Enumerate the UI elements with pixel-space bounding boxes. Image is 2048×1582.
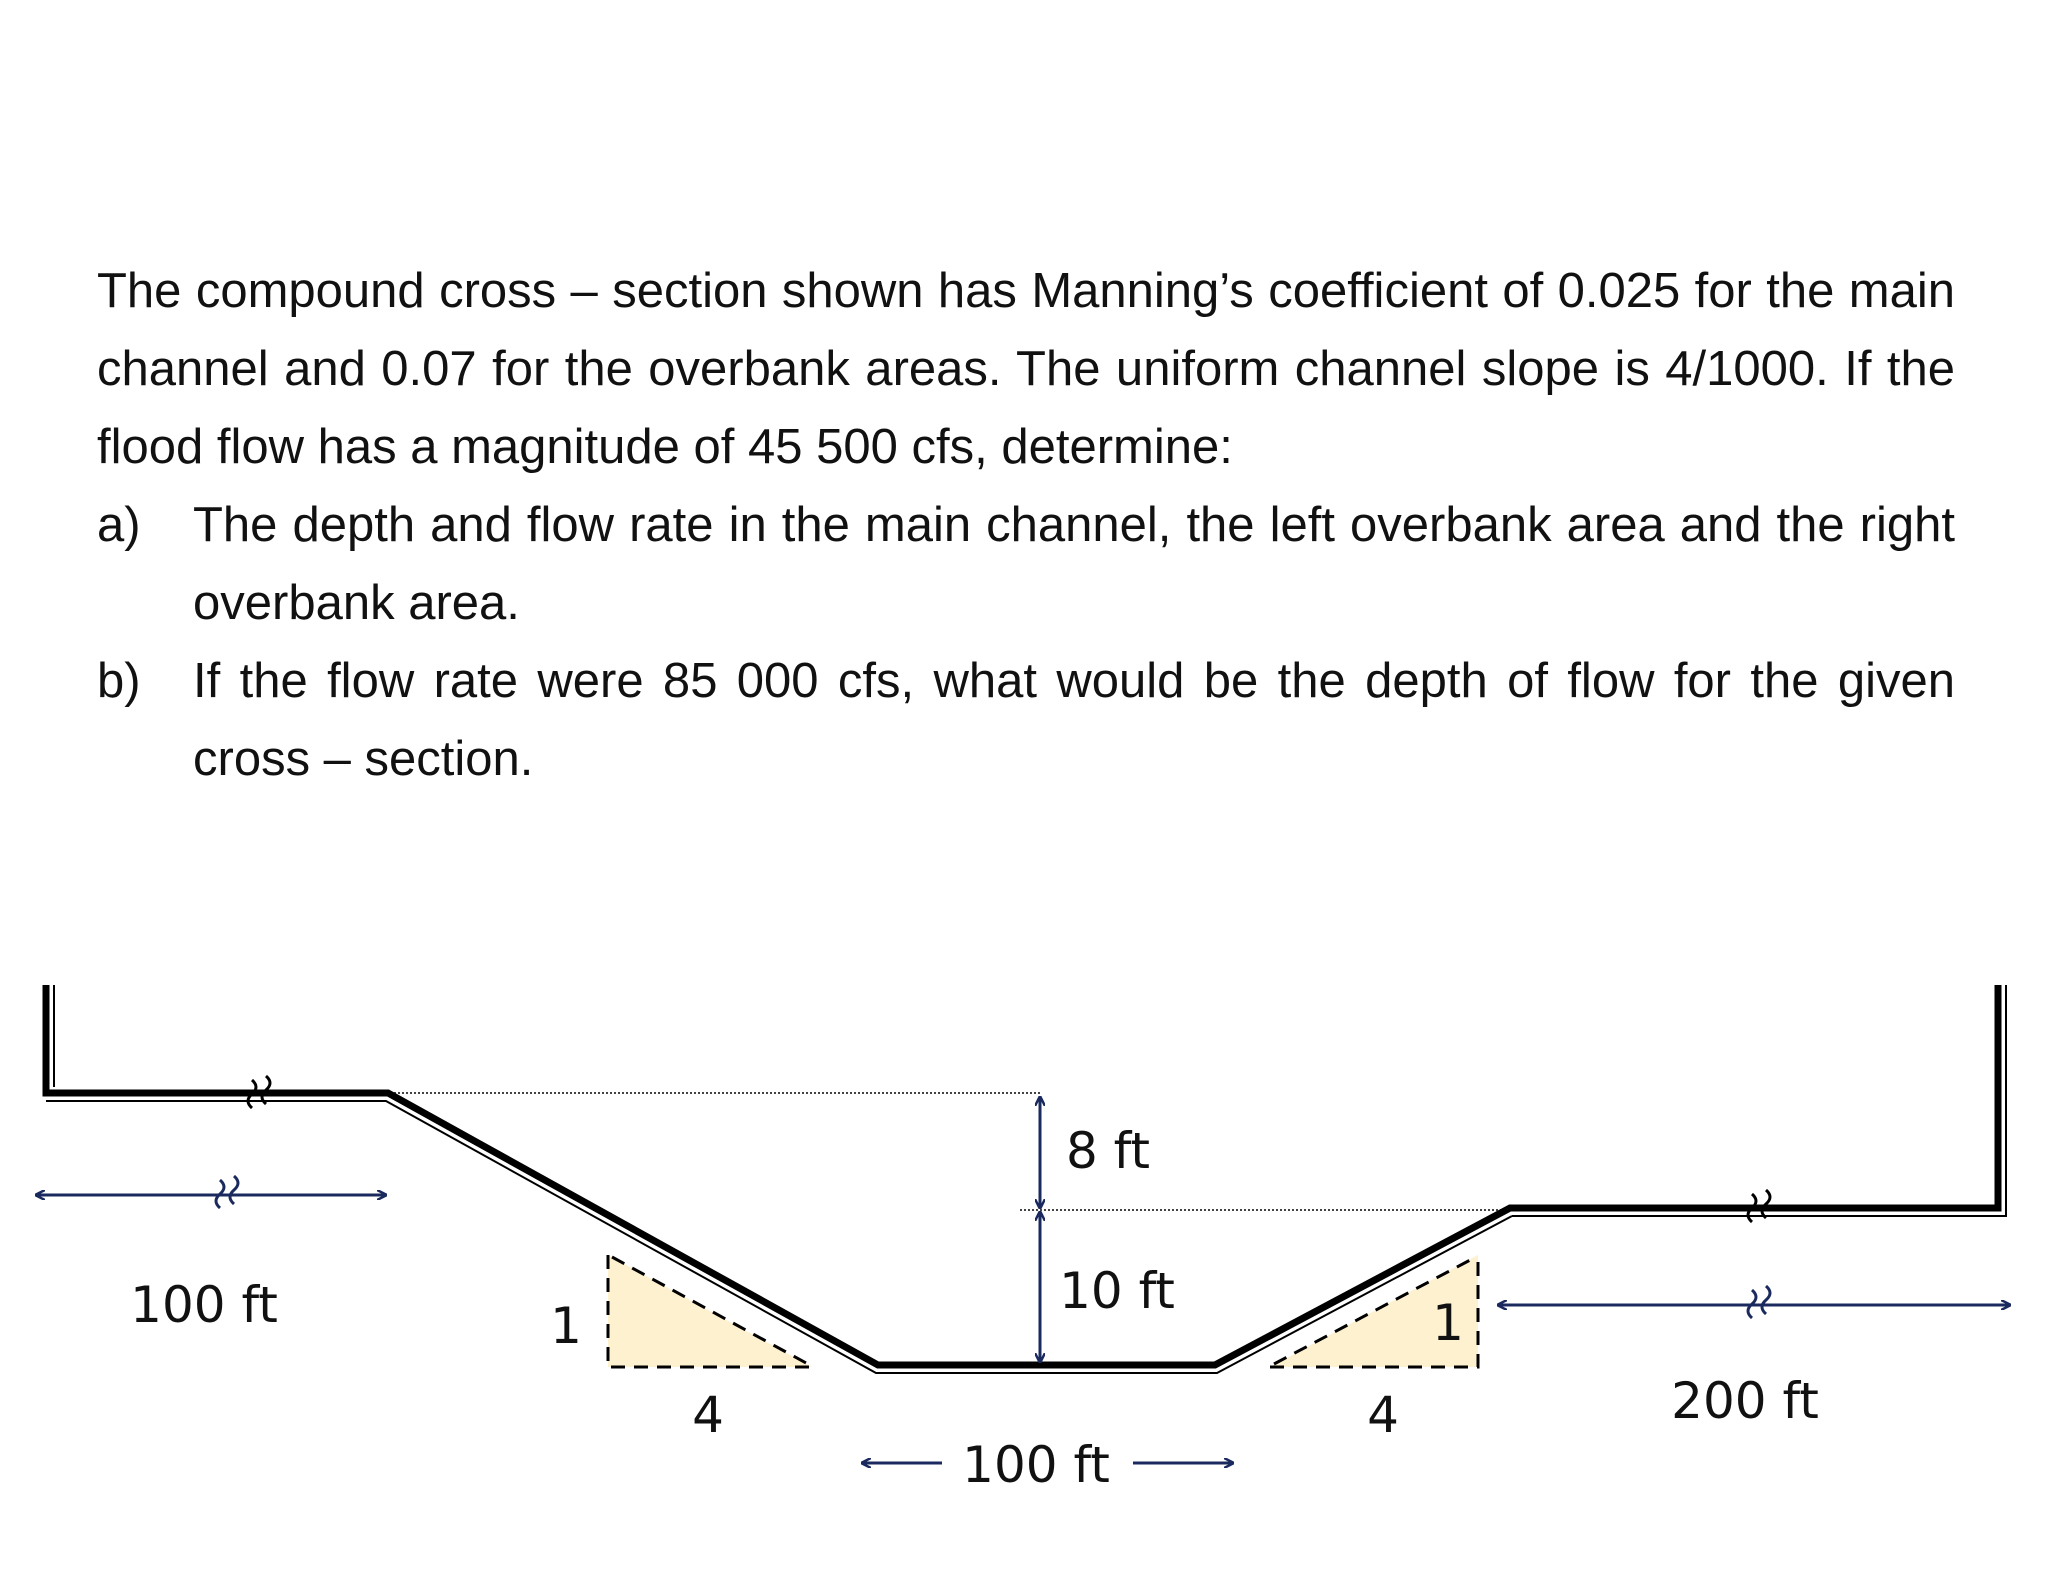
left-break-symbol-arrow bbox=[216, 1176, 238, 1208]
upper-depth-label: 8 ft bbox=[1065, 1122, 1151, 1180]
problem-intro: The compound cross – section shown has Manning’s coefficient of 0.025 for the main channel and 0.07 for the overbank areas. The uniform channel slope is 4/1000. If the flood flow has a magnitude of 45 500 cfs, determine: bbox=[97, 264, 1955, 474]
left-slope-run-label: 4 bbox=[692, 1386, 724, 1444]
channel-boundary bbox=[46, 985, 1998, 1365]
right-slope-run-label: 4 bbox=[1367, 1386, 1399, 1444]
right-overbank-width-label: 200 ft bbox=[1671, 1372, 1819, 1430]
question-b-label: b) bbox=[97, 654, 141, 708]
channel-boundary-inner bbox=[46, 985, 2006, 1373]
right-slope-rise-label: 1 bbox=[1432, 1294, 1464, 1352]
lower-depth-label: 10 ft bbox=[1059, 1262, 1175, 1320]
right-break-symbol-arrow bbox=[1748, 1286, 1770, 1318]
bottom-width-label: 100 ft bbox=[962, 1436, 1110, 1494]
question-a-text: The depth and flow rate in the main channel, the left overbank area and the right overbank area. bbox=[193, 498, 1955, 630]
left-overbank-width-label: 100 ft bbox=[130, 1276, 278, 1334]
question-b-text: If the flow rate were 85 000 cfs, what would be the depth of flow for the given cross – section. bbox=[193, 654, 1955, 786]
left-slope-rise-label: 1 bbox=[550, 1297, 582, 1355]
question-a-label: a) bbox=[97, 498, 141, 552]
